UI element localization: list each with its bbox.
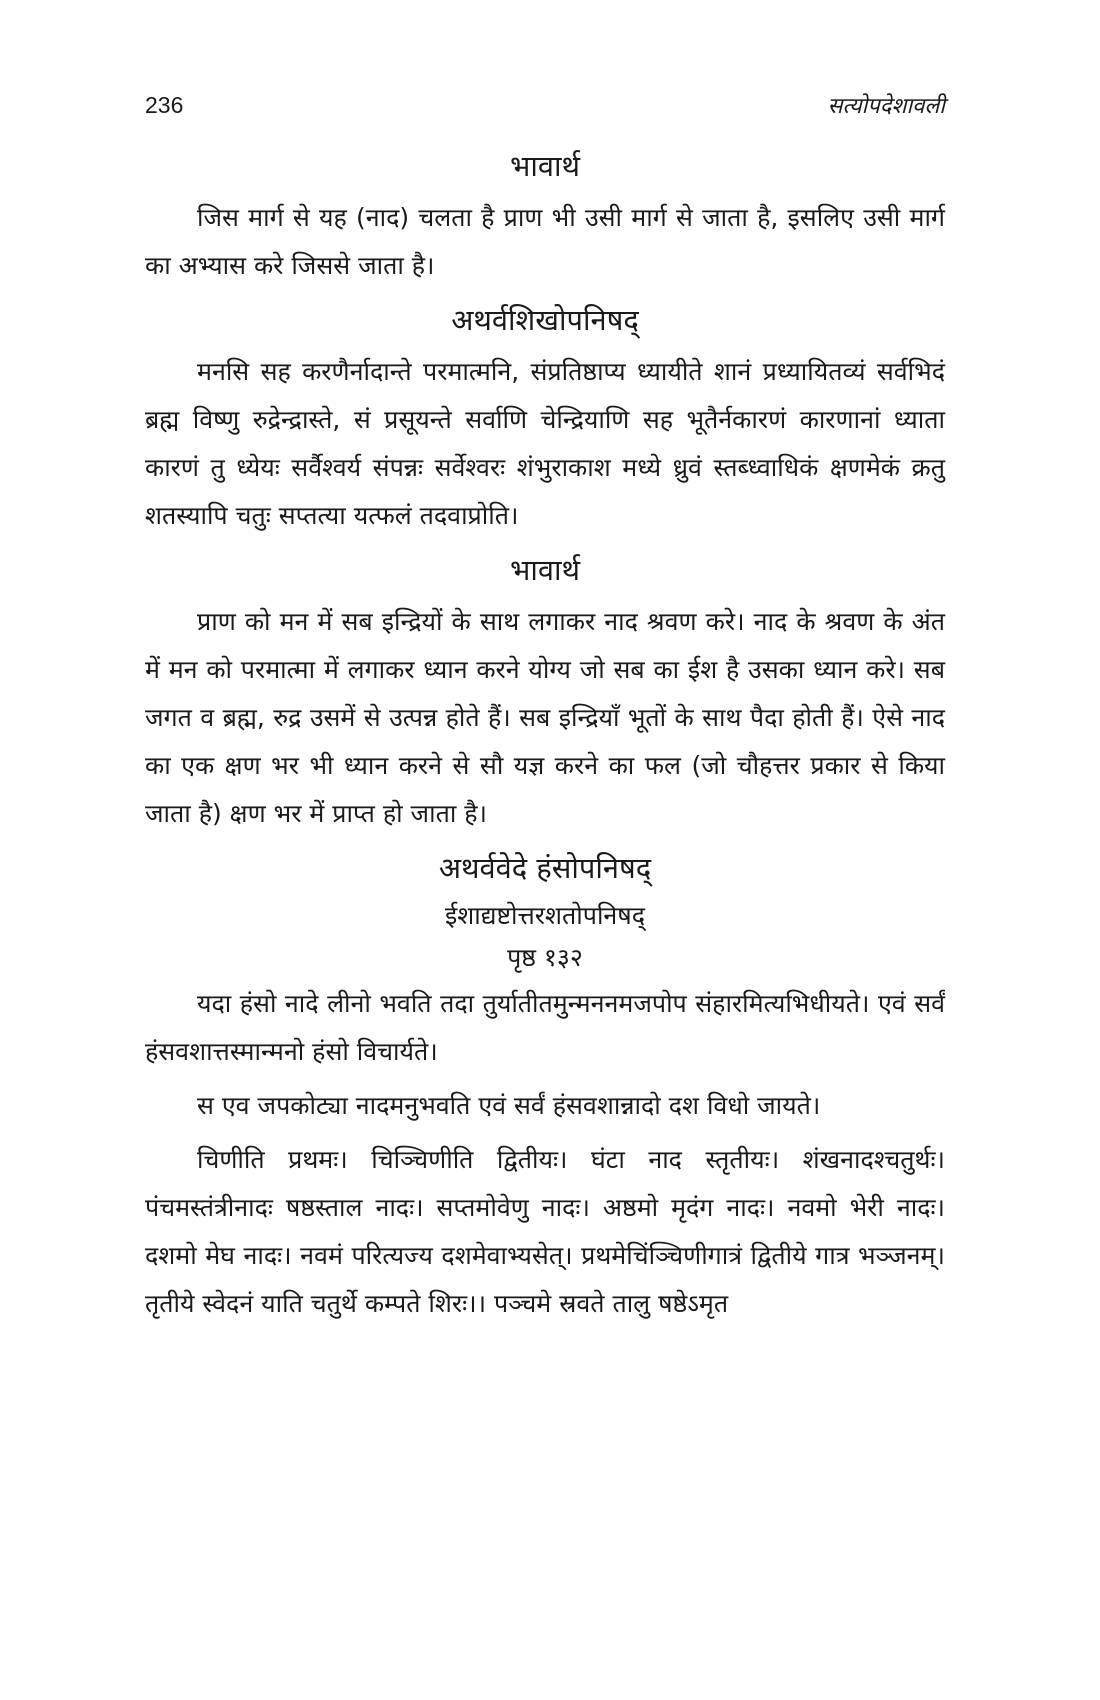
page-reference: पृष्ठ १३२ [507, 943, 583, 972]
paragraph-hamsa-verse-2: स एव जपकोट्या नादमनुभवति एवं सर्वं हंसवशान्नादो दश विधो जायते। [197, 1091, 821, 1120]
page-number: 236 [145, 92, 184, 118]
paragraph-bhavarth-2: प्राण को मन में सब इन्द्रियों के साथ लगाकर नाद श्रवण करे। नाद के श्रवण के अंत में मन को परमात्मा में लगाकर ध्यान करने योग्य जो सब का ईश है उसका ध्यान करे। सब जगत व ब्रह्म, रुद्र उसमें से उत्पन्न होते हैं। सब इन्द्रियाँ भूतों के साथ पैदा होती हैं। ऐसे नाद का एक क्षण भर भी ध्यान करने से सौ यज्ञ करने का फल (जो चौहत्तर प्रकार से किया जाता है) क्षण भर में प्राप्त हो जाता है। [145, 607, 945, 828]
paragraph-hamsa-verse-3: चिणीति प्रथमः। चिञ्चिणीति द्वितीयः। घंटा नाद स्तृतीयः। शंखनादश्चतुर्थः। पंचमस्तंत्रीनादः षष्ठस्ताल नादः। सप्तमोवेणु नादः। अष्ठमो मृदंग नादः। नवमो भेरी नादः। दशमो मेघ नादः। नवमं परित्यज्य दशमेवाभ्यसेत्। प्रथमेचिंञ्चिणीगात्रं द्वितीये गात्र भञ्जनम्। तृतीये स्वेदनं याति चतुर्थे कम्पते शिरः।। पञ्चमे स्रवते तालु षष्ठेऽमृत [145, 1145, 945, 1318]
subheading-source: ईशाद्यष्टोत्तरशतोपनिषद् [444, 901, 646, 930]
section-heading-bhavarth-1: भावार्थ [509, 149, 581, 183]
paragraph-atharvashikha-verse: मनसि सह करणैर्नादान्ते परमात्मनि, संप्रतिष्ठाप्य ध्यायीते शानं प्रध्यायितव्यं सर्वभिदं ब्रह्म विष्णु रुद्रेन्द्रास्ते, सं प्रसूयन्ते सर्वाणि चेन्द्रियाणि सह भूतैर्नकारणं कारणानां ध्याता कारणं तु ध्येयः सर्वैश्वर्य संपन्नः सर्वेश्वरः शंभुराकाश मध्ये ध्रुवं स्तब्ध्वाधिकं क्षणमेकं क्रतु शतस्यापि चतुः सप्तत्या यत्फलं तदवाप्रोति। [145, 357, 945, 530]
book-page [145, 90, 945, 1328]
paragraph-bhavarth-1: जिस मार्ग से यह (नाद) चलता है प्राण भी उसी मार्ग से जाता है, इसलिए उसी मार्ग का अभ्यास करे जिससे जाता है। [145, 203, 945, 280]
section-heading-atharvashikha: अथर्वशिखोपनिषद् [451, 303, 639, 337]
book-title: सत्योपदेशावली [827, 94, 945, 119]
section-heading-bhavarth-2: भावार्थ [509, 553, 581, 587]
paragraph-hamsa-verse-1: यदा हंसो नादे लीनो भवति तदा तुर्यातीतमुन्मननमजपोप संहारमित्यभिधीयते। एवं सर्वं हंसवशात्तस्मान्मनो हंसो विचार्यते। [145, 989, 945, 1066]
running-header [145, 90, 945, 134]
section-heading-hamsopanishad: अथर्ववेदे हंसोपनिषद् [438, 851, 652, 885]
